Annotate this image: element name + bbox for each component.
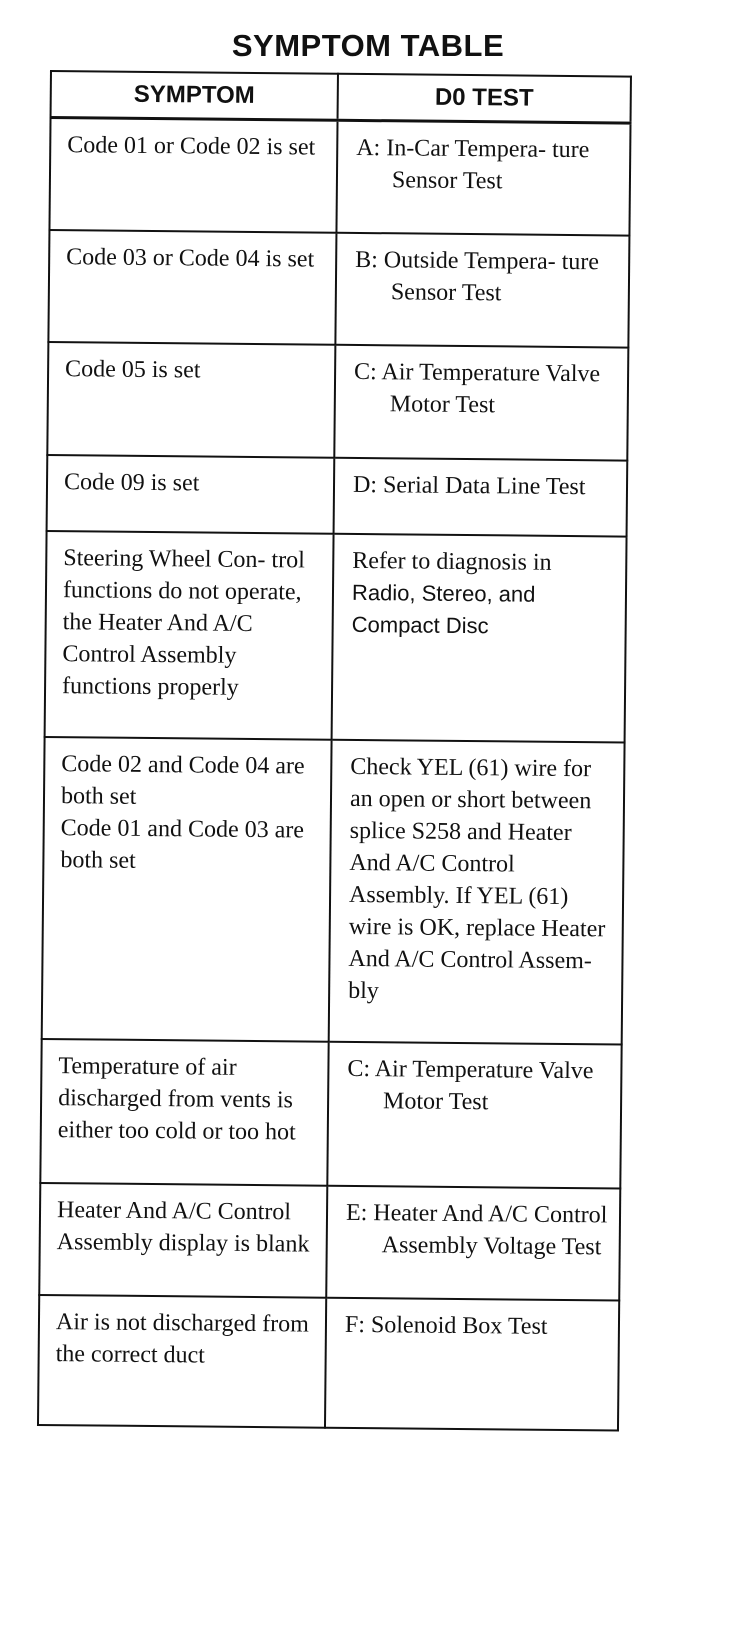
table-row (40, 1038, 621, 1188)
table-row (49, 118, 630, 236)
test-text: D: Serial Data Line Test (352, 471, 586, 500)
test-text: E: Heater And A/C Control Assembly Voltage Test (345, 1199, 608, 1260)
test-cell (325, 1297, 619, 1430)
test-cell (334, 457, 628, 536)
symptom-cell (42, 736, 332, 1041)
table-row (48, 230, 629, 348)
symptom-cell: Steering Wheel Con- trol functions do not operate, the Heater And A/C Control Assembly functions properly (45, 530, 334, 739)
symptom-cell: Code 03 or Code 04 is set (48, 230, 336, 345)
test-text: F: Solenoid Box Test (344, 1311, 548, 1340)
header-symptom: SYMPTOM (51, 71, 338, 120)
table-row (45, 530, 627, 742)
symptom-line: Code 01 and Code 03 are both set (60, 814, 305, 874)
test-text: Refer to diagnosis in (352, 547, 552, 576)
test-cell (332, 533, 627, 742)
table-header-row (51, 71, 631, 123)
test-cell: Check YEL (61) wire for an open or short between splice S258 and Heater And A/C Control Assembly. If YEL (61) wire is OK, replace Heater And A/C Control Assem- bly (329, 739, 625, 1044)
test-cell (326, 1185, 620, 1300)
table-row (38, 1294, 619, 1430)
symptom-cell: Air is not discharged from the correct duct (38, 1294, 326, 1427)
test-cell (334, 344, 628, 460)
symptom-cell: Code 01 or Code 02 is set (49, 118, 337, 233)
test-text: C: Air Temperature Valve Motor Test (353, 358, 601, 418)
table-row (47, 341, 628, 460)
table-row (47, 454, 628, 536)
symptom-line: Code 02 and Code 04 are both set (60, 750, 305, 810)
symptom-cell: Code 05 is set (47, 341, 335, 457)
symptom-table (37, 70, 632, 1431)
header-test: D0 TEST (338, 74, 631, 123)
test-text: C: Air Temperature Valve Motor Test (347, 1055, 594, 1115)
symptom-cell: Temperature of air discharged from vents is either too cold or too hot (40, 1038, 328, 1185)
test-text: B: Outside Tempera- ture Sensor Test (355, 246, 600, 306)
symptom-cell: Code 09 is set (47, 454, 335, 533)
table-row (39, 1182, 620, 1300)
test-text: A: In-Car Tempera- ture Sensor Test (356, 134, 590, 195)
test-cell (336, 120, 630, 235)
test-cell (335, 232, 629, 347)
page-title: SYMPTOM TABLE (231, 28, 505, 63)
table-row (42, 736, 625, 1044)
symptom-cell: Heater And A/C Control Assembly display is blank (39, 1182, 327, 1297)
test-reference: Radio, Stereo, and Compact Disc (351, 579, 536, 638)
test-cell (327, 1041, 621, 1188)
